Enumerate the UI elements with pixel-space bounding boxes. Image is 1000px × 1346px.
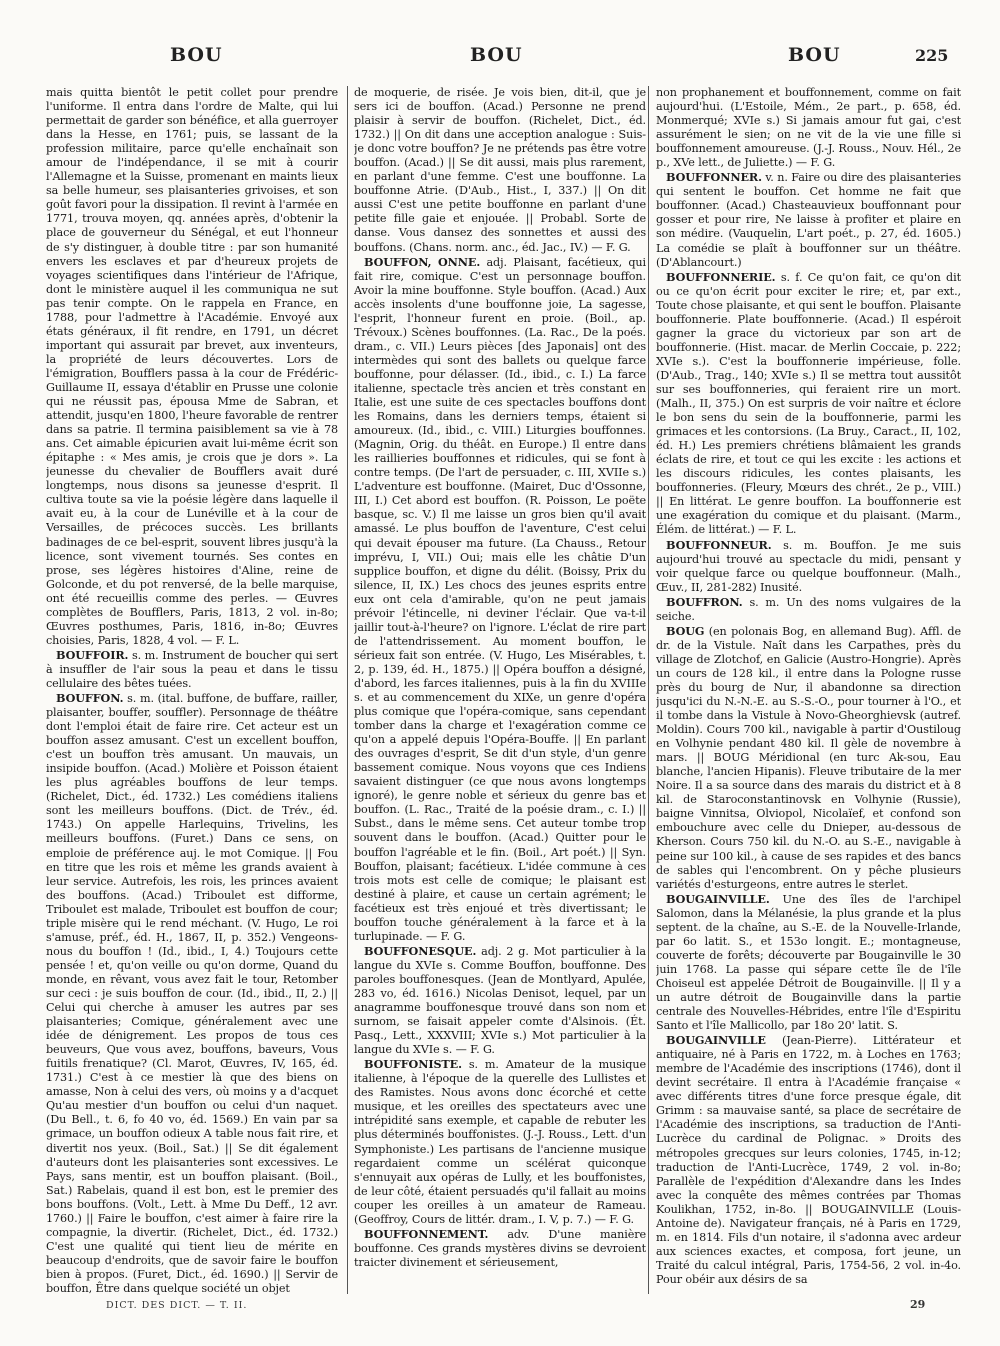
entry-headword: BOUFFONNERIE. — [666, 269, 776, 284]
entry-headword: BOUFFONISTE. — [364, 1057, 462, 1072]
entry-text: s. m. Amateur de la musique italienne, à l'époque de la querelle des Lullistes et des Ramistes. Nous avons donc écorché et cette musique, et les oreilles des spectateurs avec une intrépidité sans exemple, et capable de rebuter les plus déterminés bouffonistes. (J.-J. Rouss., Lett. d'un Symphoniste.) Les partisans de l'ancienne musique regardaient comme un scélérat quiconque s'ennuyait aux opéras de Lully, et les bouffonistes, de leur côté, étaient persuadés qu'il fallait au moins couper les oreilles à un amateur de Rameau. (Geoffroy, Cours de littér. dram., I. V, p. 7.) — F. G. — [354, 1058, 646, 1226]
entry-text: s. m. Bouffon. Je me suis aujourd'hui trouvé au spectacle du midi, pensant y voir quelque farce ou quelque bouffonneur. (Malh., Œuv., II, 281-282) Inusité. — [656, 538, 961, 594]
right-headword: BOU — [788, 44, 841, 66]
text-columns — [46, 86, 961, 1301]
entry-text: adj. Plaisant, facétieux, qui fait rire, comique. C'est un personnage bouffon. Avoir la mine bouffonne. Style bouffon. (Acad.) Aux accès insolents d'une bouffonne joie, La sagesse, l'esprit, l'honneur furent en proie. (Boil., ap. Trévoux.) Scènes bouffonnes. (La. Rac., De la poés. dram., c. VII.) Leurs pièces [des Japonais] ont des intermèdes qui sont des ballets ou quelque farce bouffonne, pour délasser. (Id., ibid., c. I.) La farce italienne, spectacle très ancien et très constant en Italie, est une suite de ces spectacles bouffons dont les Romains, dans les derniers temps, étaient si amoureux. (Id., ibid., c. VIII.) Liturgies bouffonnes. (Magnin, Orig. du théât. en Europe.) Il entre dans les raillieries bouffonnes et ridicules, qui se font à contre temps. (De l'art de persuader, c. III, XVIIe s.) L'adventure est bouffonne. (Mairet, Duc d'Ossonne, III, I.) Cet abord est bouffon. (R. Poisson, Le poëte basque, sc. V.) Il me laisse un gros bien qu'il avait amassé. Le plus bouffon de l'aventure, C'est celui qui devait épouser ma future. (La Chauss., Retour imprévu, I, VII.) Oui; mais elle les châtie D'un supplice bouffon, et digne du délit. (Boissy, Prix du silence, II, IX.) Les chocs des jeunes esprits entre eux ont cela d'amirable, qu'on ne peut jamais prévoir l'étincelle, ni deviner l'éclair. Que va-t-il jaillir tout-à-l'heure? on l'ignore. L'éclat de rire part de l'attendrissement. Au moment bouffon, le sérieux fait son entrée. (V. Hugo, Les Misérables, t. 2, p. 139, éd. H., 1875.) || Opéra bouffon a désigné, d'abord, les farces italiennes, puis à la fin du XVIIIe s. et au commencement du XIXe, un genre d'opéra plus comique que l'opéra-comique, sans cependant tomber dans la charge et l'exagération comme ce qu'on a appelé depuis l'Opéra-Bouffe. || En parlant des ouvrages d'esprit, Se dit d'un style, d'un genre bassement comique. Nous voyons que ces Indiens savaient distinguer (ce que nous avons longtemps ignoré), le genre noble et sérieux du genre bas et bouffon. (L. Rac., Traité de la poésie dram., c. I.) || Subst., dans le même sens. Cet auteur tombe trop souvent dans le bouffon. (Acad.) Quitter pour le bouffon l'agréable et le fin. (Boil., Art poét.) || Syn. Bouffon, plaisant; facétieux. L'idée commune à ces trois mots est celle de comique; le plaisant est destiné à plaire, et cause un certain agrément; le facétieux est très enjoué et très divertissant; le bouffon touche généralement à la farce et à la turlupinade. — F. G. — [354, 255, 646, 943]
dictionary-entry — [656, 270, 961, 538]
running-header — [0, 44, 1000, 74]
entry-headword: BOUFFONNEUR. — [666, 537, 772, 552]
entry-headword: BOUG — [666, 623, 705, 638]
dictionary-entry — [354, 944, 646, 1057]
dictionary-entry — [656, 170, 961, 269]
sheet-signature: 29 — [910, 1298, 926, 1311]
entry-headword: BOUFFON. — [56, 691, 124, 706]
entry-text: (en polonais Bog, en allemand Bug). Affl. de dr. de la Vistule. Naît dans les Carpathes, près du village de Zlotchof, en Galicie (Austro-Hongrie). Après un cours de 128 kil., il entre dans la Pologne russe près du bourg de Nur, il abandonne sa direction jusqu'ici du N.-N.-E. au S.-S.-O., pour tourner à l'O., et il tombe dans la Vistule à Novo-Gheorghievsk (autref. Moldin). Cours 700 kil., navigable à partir d'Oustiloug en Volhynie pendant 480 kil. Il gèle de novembre à mars. || BOUG Méridional (en turc Ak-sou, Eau blanche, l'ancien Hipanis). Fleuve tributaire de la mer Noire. Il a sa source dans des marais du district et à 8 kil. de Staroconstantinovsk en Volhynie (Russie), baigne Vinnitsa, Olviopol, Nicolaïef, et confond son embouchure avec celle du Dnieper, au-dessous de Kherson. Cours 750 kil. du N.-O. au S.-E., navigable à peine sur 100 kil., à cause de ses rapides et des bancs de sables qui l'encombrent. On y pêche plusieurs variétés d'esturgeons, entre autres le sterlet. — [656, 624, 961, 891]
left-headword: BOU — [170, 44, 223, 66]
column-1 — [46, 86, 338, 1301]
dictionary-entry — [656, 892, 961, 1033]
entry-text: mais quitta bientôt le petit collet pour prendre l'uniforme. Il entra dans l'ordre de Malte, qui lui permettait de garder son bénéfice, et alla guerroyer dans la Hesse, en 1761; puis, se lassant de la profession militaire, parce qu'elle enchaînait son amour de l'indépendance, il se mit à courir l'Allemagne et la Suisse, promenant en maints lieux sa belle humeur, ses plaisanteries grivoises, et son goût favori pour la dissipation. Il revint à l'armée en 1771, trouva moyen, qq. années après, d'obtenir la place de gouverneur du Sénégal, et eut l'honneur de s'y distinguer, à double titre : par son humanité envers les esclaves et par d'heureux projets de voyages scientifiques dans l'intérieur de l'Afrique, dont le ministère auquel il les communiqua ne sut pas tenir compte. On le rappela en France, en 1788, pour l'admettre à l'Académie. Envoyé aux états généraux, il fit rendre, en 1791, un décret important qui assurait par brevet, aux inventeurs, la propriété de leurs découvertes. Lors de l'émigration, Boufflers passa à la cour de Frédéric-Guillaume II, essaya d'établir en Prusse une colonie qui ne réussit pas, épousa Mme de Sabran, et attendit, jusqu'en 1800, l'heure favorable de rentrer dans sa patrie. Il termina paisiblement sa vie à 78 ans. Cet aimable épicurien avait lui-même écrit son épitaphe : « Mes amis, je crois que je dors ». La jeunesse du chevalier de Boufflers avait duré longtemps, nous disons sa jeunesse d'esprit. Il cultiva toute sa vie la poésie légère dans laquelle il avait eu, à la cour de Lunéville et à la cour de Versailles, de précoces succès. Les brillants badinages de ce bel-esprit, souvent libres jusqu'à la licence, sont vivement tournés. Ses contes en prose, ses légères histoires d'Aline, reine de Golconde, et du pot renversé, de la belle marquise, ont été recueillis comme des perles. — Œuvres complètes de Boufflers, Paris, 1813, 2 vol. in-8o; Œuvres posthumes, Paris, 1816, in-8o; Œuvres choisies, Paris, 1828, 4 vol. — F. L. — [46, 86, 338, 647]
entry-text: (Jean-Pierre). Littérateur et antiquaire, né à Paris en 1722, m. à Loches en 1763; membre de l'Académie des inscriptions (1746), dont il devint secrétaire. Il entra à l'Académie française « avec différents titres d'une force presque égale, dit Grimm : sa mauvaise santé, sa place de secrétaire de l'Académie des inscriptions, sa traduction de l'Anti-Lucrèce du cardinal de Polignac. » Droits des métropoles grecques sur leurs colonies, 1745, in-12; traduction de l'Anti-Lucrèce, 1749, 2 vol. in-8o; Parallèle de l'expédition d'Alexandre dans les Indes avec la conquête des mêmes contrées par Thomas Koulikhan, 1752, in-8o. || BOUGAINVILLE (Louis-Antoine de). Navigateur français, né à Paris en 1729, m. en 1814. Fils d'un notaire, il s'adonna avec ardeur aux sciences exactes, et composa, fort jeune, un Traité du calcul intégral, Paris, 1754-56, 2 vol. in-4o. Pour obéir aux désirs de sa — [656, 1034, 961, 1286]
entry-text: s. f. Ce qu'on fait, ce qu'on dit ou ce qu'on écrit pour exciter le rire; et, par ext., Toute chose plaisante, et qui sent le bouffon. Plaisante bouffonnerie. Plate bouffonnerie. (Acad.) Il espéroit gagner la grace du victorieux par son art de bouffonnerie. (Hist. macar. de Merlin Coccaie, p. 222; XVIe s.). C'est la bouffonnerie impérieuse, folle. (D'Aub., Trag., 140; XVIe s.) Il se mettra tout aussitôt sur ses bouffonneries, qui feraient rire un mort. (Malh., II, 375.) On est surpris de voir naître et éclore le bon sens du sein de la bouffonnerie, parmi les grimaces et les contorsions. (La Bruy., Caract., II, 102, éd. H.) Les premiers chrétiens blâmaient les grands éclats de rire, et tout ce qui les excite : les actions et les discours ridicules, les contes plaisants, les bouffonneries. (Fleury, Mœurs des chrét., 2e p., VIII.) || En littérat. Le genre bouffon. La bouffonnerie est une exagération du comique et du plaisant. (Marm., Élém. de littérat.) — F. L. — [656, 270, 961, 537]
entry-text: non prophanement et bouffonnement, comme on fait aujourd'hui. (L'Estoile, Mém., 2e part., p. 658, éd. Monmerqué; XVIe s.) Si jamais amour fut gai, c'est assurément le sien; on ne vit de la vie une fille si bouffonnement amoureuse. (J.-J. Rouss., Nouv. Hél., 2e p., XVe lett., de Juliette.) — F. G. — [656, 86, 961, 170]
entry-continuation — [46, 86, 338, 648]
entry-headword: BOUGAINVILLE. — [666, 891, 770, 906]
column-2 — [354, 86, 646, 1301]
entry-headword: BOUFFRON. — [666, 594, 743, 609]
entry-continuation — [354, 86, 646, 255]
page-number: 225 — [915, 46, 949, 65]
entry-text: s. m. (ital. buffone, de buffare, railler, plaisanter, bouffer, souffler). Personnage de théâtre dont l'emploi était de faire rire. Cet acteur est un bouffon assez amusant. C'est un excellent bouffon, c'est un bouffon très amusant. Un mauvais, un insipide bouffon. (Acad.) Molière et Poisson étaient les plus agréables bouffons de leur temps. (Richelet, Dict., éd. 1732.) Les comédiens italiens sont les meilleurs bouffons. (Dict. de Trév., éd. 1743.) On appelle Harlequins, Trivelins, les meilleurs bouffons. (Furet.) Dans ce sens, on emploie de préférence auj. le mot Comique. || Fou en titre que les rois et même les grands avaient à leur service. Autrefois, les rois, les princes avaient des bouffons. (Acad.) Triboulet est difforme, Triboulet est malade, Triboulet est bouffon de cour; triple misère qui le rend méchant. (V. Hugo, Le roi s'amuse, préf., éd. H., 1867, II, p. 352.) Vengeons-nous du bouffon ! (Id., ibid., I, 4.) Toujours cette pensée ! et, qu'on veille ou qu'on dorme, Quand du monde, en rêvant, vous avez fait le tour, Retomber sur ceci : je suis bouffon de cour. (Id., ibid., II, 2.) || Celui qui cherche à amuser les autres par ses plaisanteries; Comique, généralement avec une idée de dénigrement. Les propos de tous ces beuveurs, Que vous avez, bouffons, baveurs, Vous fuitils frenatique? (Cl. Marot, Œuvres, IV, 165, éd. 1731.) C'est à ce mestier là que des biens on amasse, Non à celui des vers, où moins y a d'acquet Qu'au mestier d'un bouffon ou celui d'un naquet. (Du Bell., t. 6, fo 40 vo, éd. 1569.) En vain par sa grimace, un bouffon odieux A table nous fait rire, et divertit nos yeux. (Boil., Sat.) || Se dit également d'auteurs dont les plaisanteries sont excessives. Le Pays, sans mentir, est un bouffon plaisant. (Boil., Sat.) Rabelais, quand il est bon, est le premier des bons bouffons. (Volt., Lett. à Mme Du Deff., 12 avr. 1760.) || Faire le bouffon, c'est aimer à faire rire la compagnie, la divertir. (Richelet, Dict., éd. 1732.) C'est une qualité qui tient lieu de mérite en beaucoup d'endroits, que de savoir faire le bouffon bien à propos. (Furet, Dict., éd. 1690.) || Servir de bouffon, Être dans quelque société un objet — [46, 692, 338, 1295]
column-3 — [656, 86, 961, 1301]
dictionary-entry — [656, 1033, 961, 1287]
entry-headword: BOUFFONESQUE. — [364, 943, 477, 958]
entry-continuation — [656, 86, 961, 170]
entry-headword: BOUFFONNER. — [666, 170, 762, 185]
dictionary-entry — [656, 624, 961, 892]
entry-text: s. m. Un des noms vulgaires de la seiche. — [656, 595, 961, 623]
dictionary-entry — [656, 538, 961, 595]
dictionary-entry — [656, 595, 961, 624]
footer-signature: DICT. DES DICT. — T. II. — [106, 1300, 248, 1311]
entry-text: s. m. Instrument de boucher qui sert à insuffler de l'air sous la peau et dans le tissu cellulaire des bêtes tuées. — [46, 648, 338, 690]
dictionary-entry — [354, 1057, 646, 1227]
entry-text: Une des îles de l'archipel Salomon, dans la Mélanésie, la plus grande et la plus septent. de la chaîne, au S.-E. de la Nouvelle-Irlande, par 6o latit. S., et 153o longit. E.; montagneuse, couverte de forêts; découverte par Bougainville le 30 juin 1768. La passe qui sépare cette île de l'île Choiseul est appelée Détroit de Bougainville. || Il y a un autre détroit de Bougainville dans la partie centrale des Nouvelles-Hébrides, entre l'île d'Espiritu Santo et l'île Mallicollo, par 18o 20' latit. S. — [656, 892, 961, 1033]
dictionary-entry — [354, 1227, 646, 1270]
dictionary-entry — [354, 255, 646, 944]
dictionary-entry — [46, 648, 338, 691]
entry-headword: BOUGAINVILLE — [666, 1033, 766, 1048]
dictionary-entry — [46, 691, 338, 1296]
entry-text: de moquerie, de risée. Je vois bien, dit-il, que je sers ici de bouffon. (Acad.) Personne ne prend plaisir à servir de bouffon. (Richelet, Dict., éd. 1732.) || On dit dans une acception analogue : Suis-je donc votre bouffon? Je ne prétends pas être votre bouffon. (Acad.) || Se dit aussi, mais plus rarement, en parlant d'une femme. C'est une bouffonne. La bouffonne Atrie. (D'Aub., Hist., I, 337.) || On dit aussi C'est une petite bouffonne en parlant d'une petite fille gaie et enjouée. || Probabl. Sorte de danse. Vous dansez des sonnettes et aussi des bouffons. (Chans. norm. anc., éd. Jac., IV.) — F. G. — [354, 86, 646, 254]
center-headword: BOU — [470, 44, 523, 66]
entry-headword: BOUFFOIR. — [56, 647, 129, 662]
entry-text: adv. D'une manière bouffonne. Ces grands mystères divins se devroient traicter divinement et sérieusement, — [354, 1227, 646, 1269]
entry-headword: BOUFFONNEMENT. — [364, 1226, 489, 1241]
entry-text: v. n. Faire ou dire des plaisanteries qui sentent le bouffon. Cet homme ne fait que bouffonner. (Acad.) Chasteauvieux bouffonnant pour gosser et pour rire, Ne laisse à profiter et plaire en son médire. (Vauquelin, L'art poét., p. 27, éd. 1605.) La comédie se plaît à bouffonner sur un théâtre. (D'Ablancourt.) — [656, 171, 961, 269]
entry-headword: BOUFFON, ONNE. — [364, 254, 481, 269]
entry-text: adj. 2 g. Mot particulier à la langue du XVIe s. Comme Bouffon, bouffonne. Des paroles bouffonesques. (Jean de Montlyard, Apulée, 283 vo, éd. 1616.) Nicolas Denisot, lequel, par un anagramme bouffonesque trouvé dans son nom et surnom, se faisait appeler comte d'Alsinois. (Ét. Pasq., Lett., XXXVIII; XVIe s.) Mot particulier à la langue du XVIe s. — F. G. — [354, 944, 646, 1057]
